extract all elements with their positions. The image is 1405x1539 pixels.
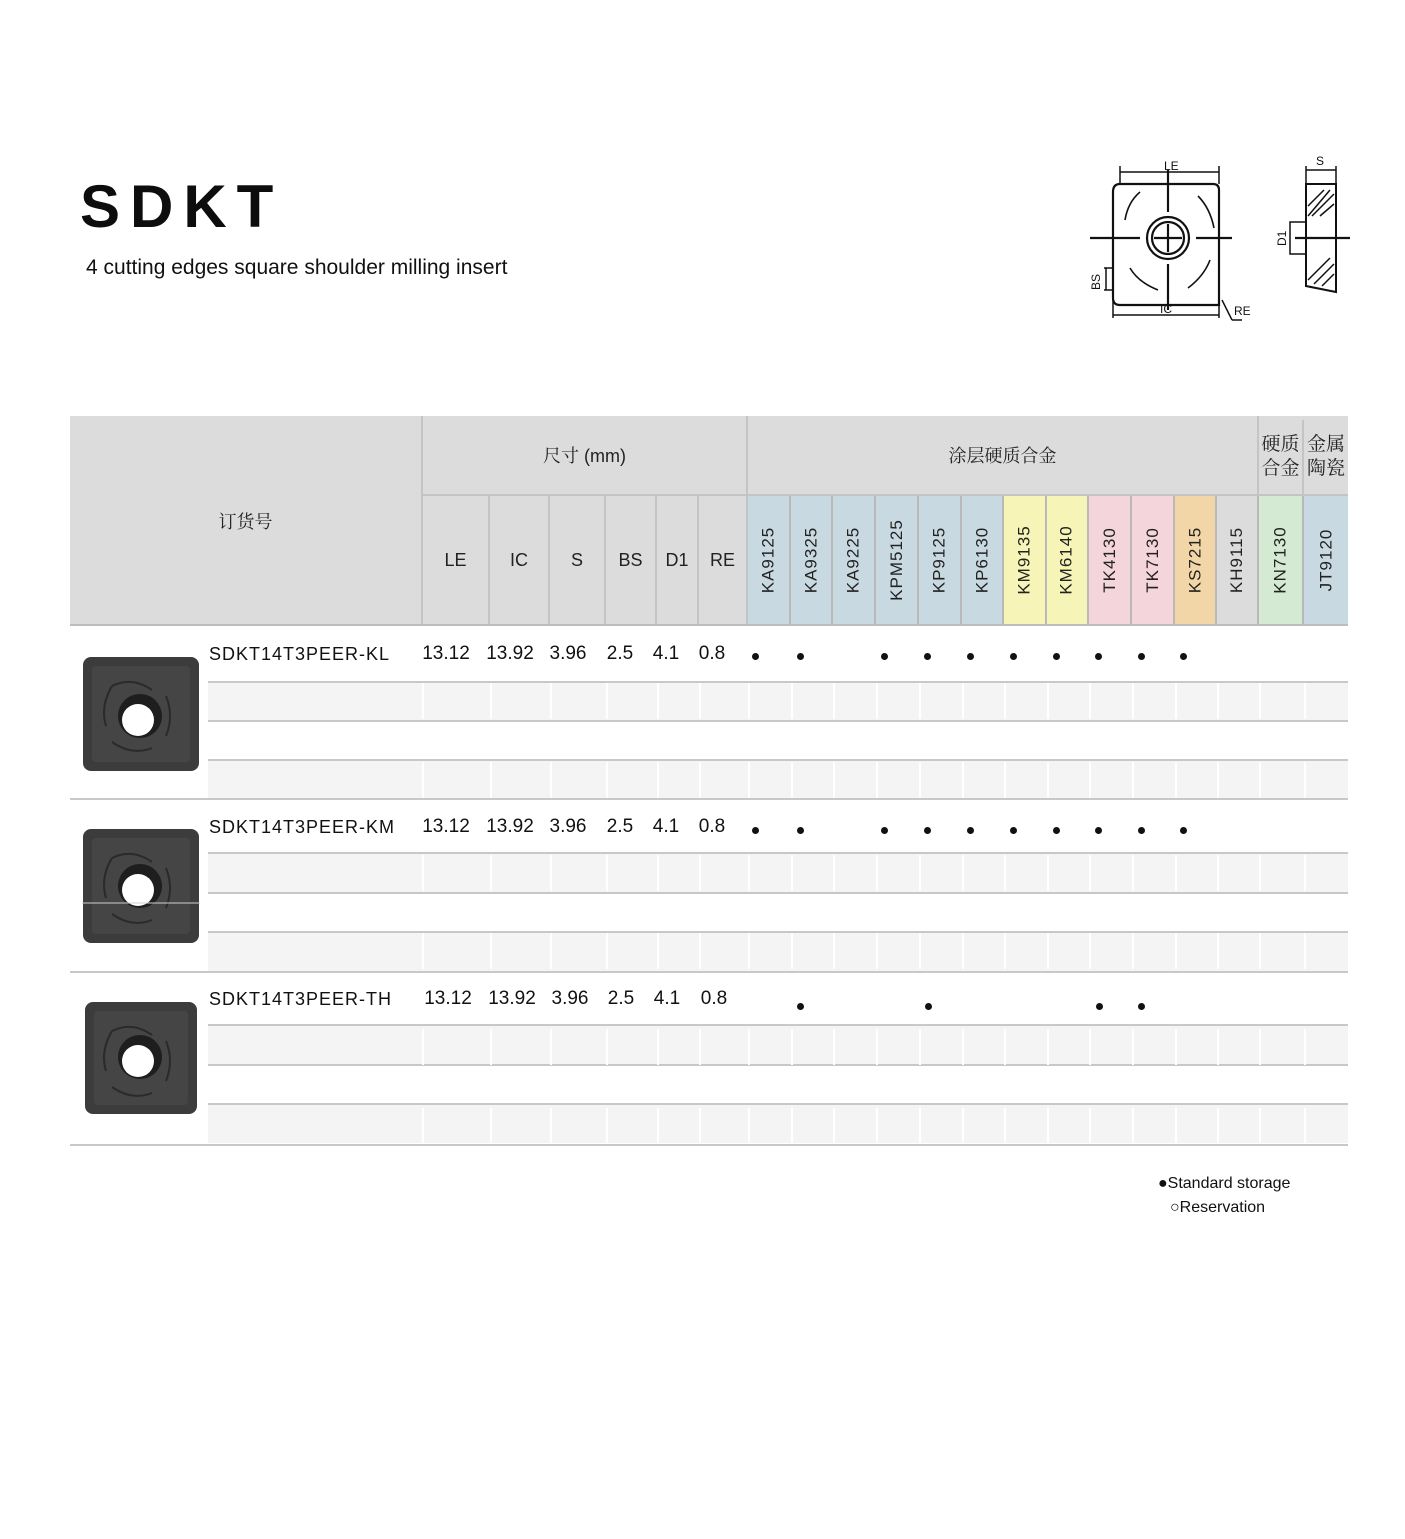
- grade-header-ka9125: KA9125: [748, 496, 791, 624]
- order-number-header: 订货号: [70, 416, 423, 626]
- dimensions-header: 尺寸 (mm): [423, 416, 748, 494]
- grade-header-km6140: KM6140: [1047, 496, 1089, 624]
- value-re: 0.8: [698, 816, 726, 837]
- legend-standard-storage: ●Standard storage: [1158, 1175, 1291, 1192]
- value-d1: 4.1: [652, 643, 680, 664]
- grade-header-tk4130: TK4130: [1089, 496, 1132, 624]
- value-le: 13.12: [424, 988, 472, 1009]
- stock-dot-kp6130: [967, 653, 974, 660]
- stock-dot-ka9125: [752, 827, 759, 834]
- svg-text:LE: LE: [1164, 159, 1179, 173]
- table-row: [70, 626, 1348, 800]
- order-code: SDKT14T3PEER-KM: [209, 817, 396, 837]
- value-ic: 13.92: [486, 816, 534, 837]
- order-code: SDKT14T3PEER-TH: [209, 989, 393, 1009]
- stock-dot-tk4130: [1096, 1003, 1103, 1010]
- value-d1: 4.1: [652, 816, 680, 837]
- coated-carbide-header: 涂层硬质合金: [748, 416, 1259, 494]
- value-bs: 2.5: [606, 643, 634, 664]
- grade-header-kp6130: KP6130: [962, 496, 1004, 624]
- stock-dot-km6140: [1053, 653, 1060, 660]
- value-le: 13.12: [422, 643, 470, 664]
- grade-header-jt9120: JT9120: [1304, 496, 1348, 624]
- stock-dot-ka9325: [797, 653, 804, 660]
- stock-dot-ka9125: [752, 653, 759, 660]
- order-code: SDKT14T3PEER-KL: [209, 644, 391, 664]
- value-d1: 4.1: [653, 988, 681, 1009]
- stock-dot-kp9125: [924, 827, 931, 834]
- cermet-header: 金属陶瓷: [1306, 434, 1345, 479]
- stock-dot-tk7130: [1138, 827, 1145, 834]
- stock-dot-ka9325: [797, 827, 804, 834]
- grade-header-kn7130: KN7130: [1259, 496, 1304, 624]
- legend: [1158, 1172, 1290, 1220]
- carbide-header: 硬质合金: [1259, 420, 1304, 494]
- dim-header-d1: D1: [657, 496, 699, 624]
- value-bs: 2.5: [607, 988, 635, 1009]
- stock-dot-kpm5125: [881, 827, 888, 834]
- stock-dot-kp9125: [925, 1003, 932, 1010]
- insert-image: [82, 1001, 200, 1117]
- insert-image: [82, 656, 200, 772]
- table-row: [70, 973, 1348, 1147]
- value-re: 0.8: [700, 988, 728, 1009]
- svg-text:IC: IC: [1160, 302, 1172, 316]
- grade-header-kh9115: KH9115: [1217, 496, 1259, 624]
- dim-header-bs: BS: [606, 496, 657, 624]
- svg-text:RE: RE: [1234, 304, 1251, 318]
- grade-header-tk7130: TK7130: [1132, 496, 1175, 624]
- stock-dot-tk7130: [1138, 1003, 1145, 1010]
- value-ic: 13.92: [488, 988, 536, 1009]
- value-s: 3.96: [549, 816, 587, 837]
- stock-dot-km9135: [1010, 653, 1017, 660]
- insert-dimension-diagram: [1080, 150, 1360, 330]
- value-s: 3.96: [551, 988, 589, 1009]
- grade-header-km9135: KM9135: [1004, 496, 1047, 624]
- stock-dot-ka9325: [797, 1003, 804, 1010]
- stock-dot-ks7215: [1180, 827, 1187, 834]
- svg-text:S: S: [1316, 154, 1325, 168]
- value-bs: 2.5: [606, 816, 634, 837]
- table-row: [70, 800, 1348, 973]
- grade-header-kp9125: KP9125: [919, 496, 962, 624]
- dim-header-re: RE: [699, 496, 748, 624]
- insert-image: [82, 828, 200, 944]
- value-s: 3.96: [549, 643, 587, 664]
- grade-header-ks7215: KS7215: [1175, 496, 1217, 624]
- grade-header-ka9225: KA9225: [833, 496, 876, 624]
- stock-dot-kp9125: [924, 653, 931, 660]
- page-subtitle: 4 cutting edges square shoulder milling insert: [86, 256, 508, 279]
- dim-header-s: S: [550, 496, 606, 624]
- svg-text:D1: D1: [1275, 230, 1289, 246]
- stock-dot-kp6130: [967, 827, 974, 834]
- value-re: 0.8: [698, 643, 726, 664]
- stock-dot-tk4130: [1095, 827, 1102, 834]
- svg-text:BS: BS: [1089, 273, 1103, 290]
- value-ic: 13.92: [486, 643, 534, 664]
- stock-dot-km6140: [1053, 827, 1060, 834]
- page-title: SDKT: [80, 173, 284, 240]
- stock-dot-ks7215: [1180, 653, 1187, 660]
- value-le: 13.12: [422, 816, 470, 837]
- legend-reservation: ○Reservation: [1170, 1199, 1266, 1216]
- grade-header-kpm5125: KPM5125: [876, 496, 919, 624]
- stock-dot-kpm5125: [881, 653, 888, 660]
- dim-header-ic: IC: [490, 496, 550, 624]
- stock-dot-tk7130: [1138, 653, 1145, 660]
- stock-dot-tk4130: [1095, 653, 1102, 660]
- stock-dot-km9135: [1010, 827, 1017, 834]
- grade-header-ka9325: KA9325: [791, 496, 833, 624]
- dim-header-le: LE: [423, 496, 490, 624]
